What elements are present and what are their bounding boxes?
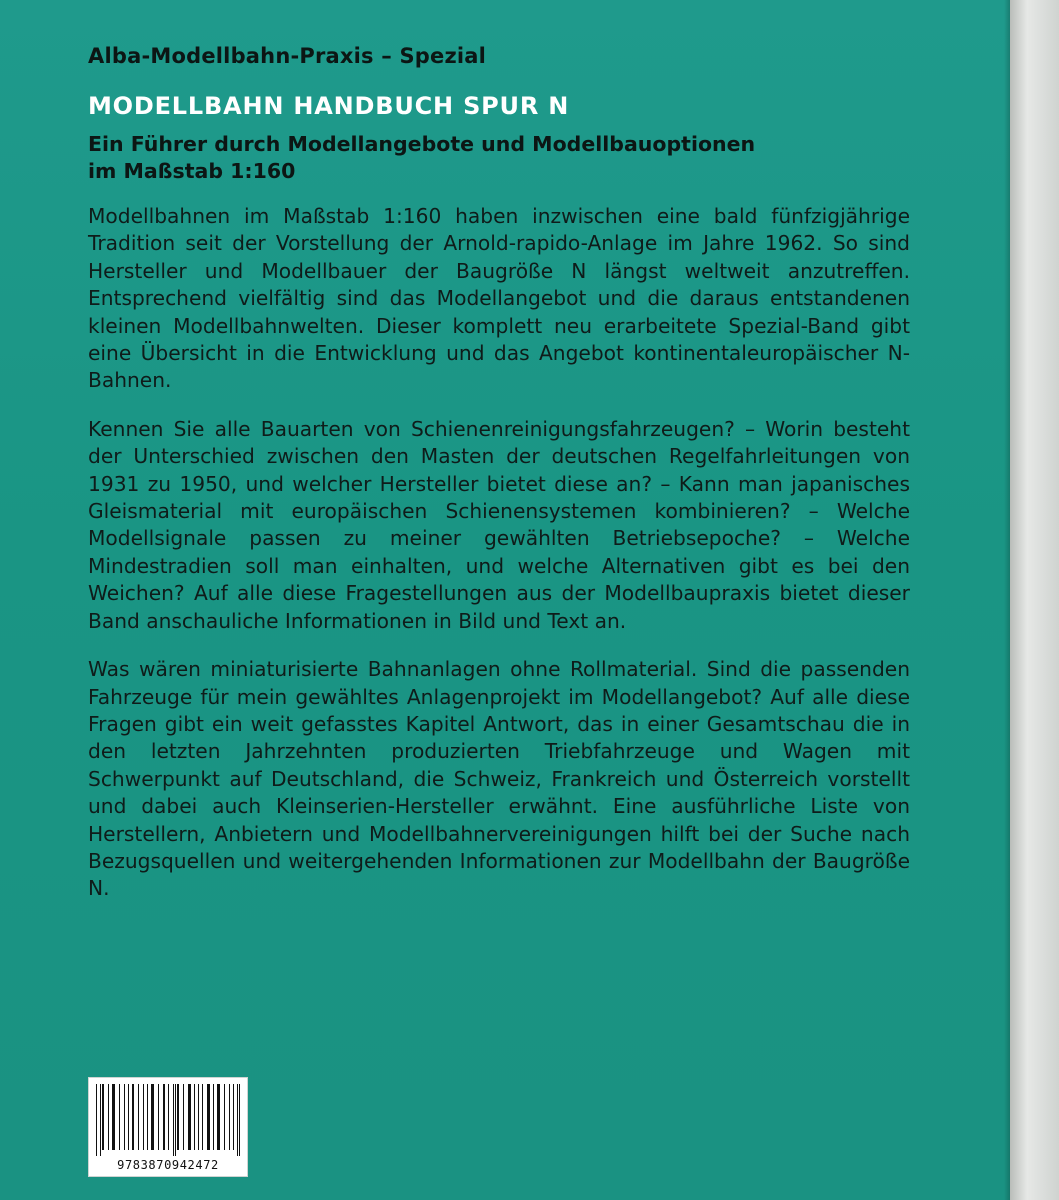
barcode-bar (239, 1084, 240, 1156)
isbn-barcode (88, 1077, 248, 1177)
barcode-bar (175, 1084, 176, 1156)
barcode-bar (168, 1084, 169, 1150)
subtitle-line-2: im Maßstab 1:160 (88, 159, 296, 183)
barcode-bar (138, 1084, 139, 1150)
barcode-bar (177, 1084, 179, 1150)
barcode-bar (233, 1084, 234, 1150)
page-edge (1010, 0, 1059, 1200)
book-title: MODELLBAHN HANDBUCH SPUR N (88, 92, 570, 120)
blurb-text (88, 203, 910, 924)
barcode-bar (132, 1084, 134, 1150)
barcode-bar (207, 1084, 210, 1150)
barcode-bar (163, 1084, 165, 1150)
barcode-bar (224, 1084, 225, 1150)
blurb-paragraph-3: Was wären miniaturisierte Bahnanlagen ohne Rollmaterial. Sind die passenden Fahrzeuge für mein gewähltes Anlagenprojekt im Modellangebot? Auf alle diese Fragen gibt ein weit gefasstes Kapitel Antwort, das in einer Gesamtschau die in den letzten Jahrzehnten produzierten Triebfahrzeuge und Wagen mit Schwerpunkt auf Deutschland, die Schweiz, Frankreich und Österreich vorstellt und dabei auch Kleinserien-Hersteller erwähnt. Eine ausführliche Liste von Herstellern, Anbietern und Modellbahnervereinigungen hilft bei der Suche nach Bezugsquellen und weitergehenden Informationen zur Modellbahn der Baugröße N. (88, 657, 910, 901)
barcode-bar (237, 1084, 238, 1156)
book-subtitle (88, 131, 908, 185)
barcode-bar (124, 1084, 125, 1150)
barcode-bar (198, 1084, 199, 1150)
subtitle-line-1: Ein Führer durch Modellangebote und Modellbauoptionen (88, 132, 756, 156)
barcode-bar (147, 1084, 148, 1150)
barcode-bar (202, 1084, 203, 1150)
barcode-bar (100, 1084, 101, 1156)
barcode-bar (112, 1084, 115, 1150)
barcode-bar (143, 1084, 144, 1150)
isbn-number: 9783870942472 (117, 1158, 219, 1172)
barcode-bar (213, 1084, 214, 1150)
barcode-bar (194, 1084, 195, 1150)
barcode-bar (229, 1084, 230, 1150)
barcode-bar (108, 1084, 109, 1150)
barcode-bar (183, 1084, 184, 1150)
barcode-bar (119, 1084, 120, 1150)
barcode-bar (128, 1084, 129, 1150)
barcode-bar (102, 1084, 104, 1150)
barcode-bar (158, 1084, 159, 1150)
barcode-bars (94, 1084, 244, 1156)
blurb-paragraph-2: Kennen Sie alle Bauarten von Schienenreinigungsfahrzeugen? – Worin besteht der Unterschied zwischen den Masten der deutschen Regelfahrleitungen von 1931 zu 1950, und welcher Hersteller bietet diese an? – Kann man japanisches Gleismaterial mit europäischen Schienensystemen kombinieren? – Welche Modellsignale passen zu meiner gewählten Betriebsepoche? – Welche Mindestradien soll man einhalten, und welche Alternativen gibt es bei den Weichen? Auf alle diese Fragestellungen aus der Modellbaupraxis bietet dieser Band anschauliche Informationen in Bild und Text an. (88, 416, 910, 633)
barcode-bar (173, 1084, 174, 1156)
barcode-bar (217, 1084, 220, 1150)
barcode-bar (96, 1084, 97, 1156)
series-title: Alba-Modellbahn-Praxis – Spezial (88, 44, 487, 68)
barcode-bar (151, 1084, 154, 1150)
blurb-paragraph-1: Modellbahnen im Maßstab 1:160 haben inzwischen eine bald fünfzigjährige Tradition seit der Vorstellung der Arnold-rapido-Anlage im Jahre 1962. So sind Hersteller und Modellbauer der Baugröße N längst weltweit anzutreffen. Entsprechend vielfältig sind das Modellangebot und die daraus entstandenen kleinen Modellbahnwelten. Dieser komplett neu erarbeitete Spezial-Band gibt eine Übersicht in die Entwicklung und das Angebot kontinentaleuropäischer N-Bahnen. (88, 204, 910, 393)
barcode-bar (188, 1084, 191, 1150)
